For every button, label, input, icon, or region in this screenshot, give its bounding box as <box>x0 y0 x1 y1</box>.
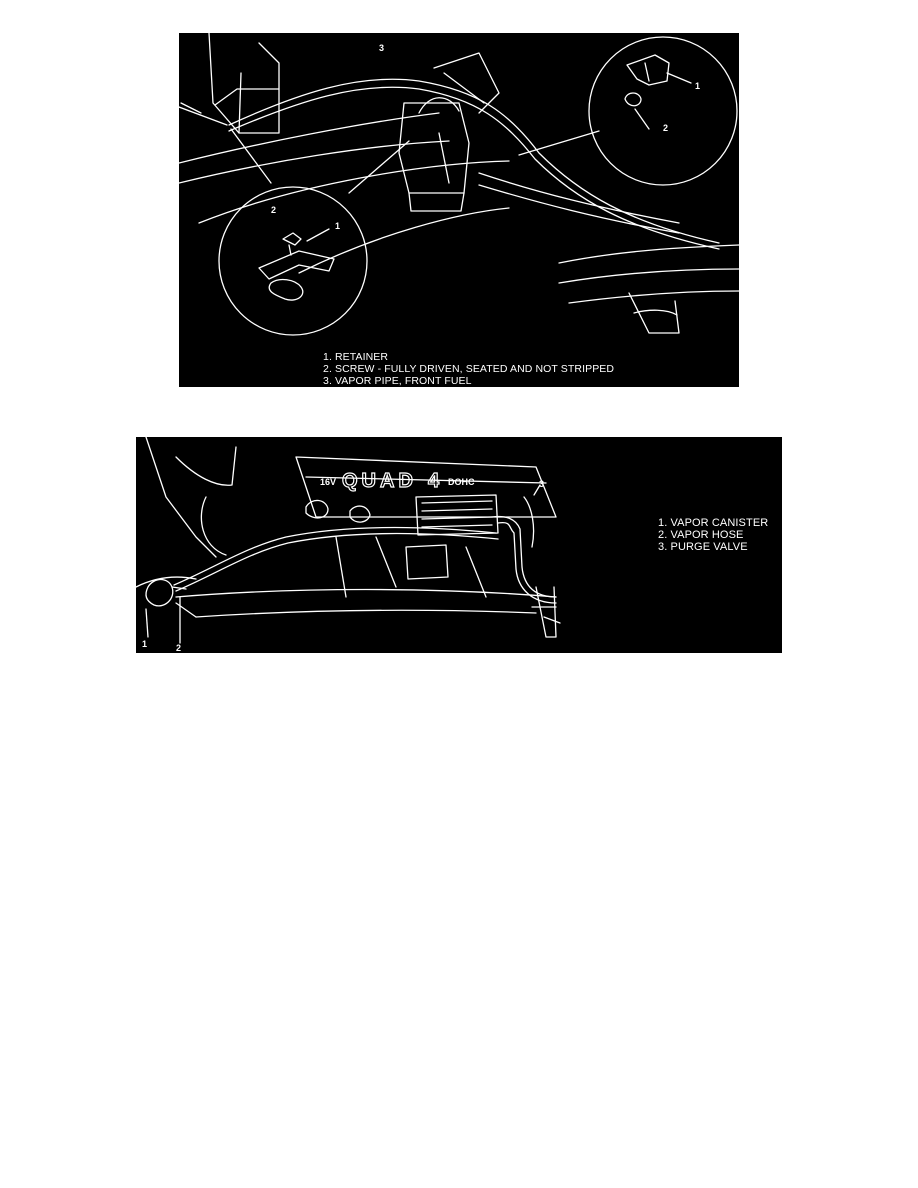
legend-item-vapor-hose: 2. VAPOR HOSE <box>658 529 744 541</box>
callout-vapor-pipe: 3 <box>379 43 385 53</box>
legend-item-purge-valve: 3. PURGE VALVE <box>658 541 748 553</box>
vapor-pipe-retainer-figure <box>179 33 739 387</box>
legend-item-vapor-canister: 1. VAPOR CANISTER <box>658 517 769 529</box>
callout-vapor-canister: 1 <box>142 639 148 649</box>
callout-left-screw: 2 <box>271 205 277 215</box>
callout-right-screw: 2 <box>663 123 669 133</box>
callout-left-retainer: 1 <box>335 221 341 231</box>
engine-badge-valves: 16V <box>320 477 337 487</box>
legend-item-screw: 2. SCREW - FULLY DRIVEN, SEATED AND NOT STRIPPED <box>323 363 615 375</box>
callout-vapor-hose: 2 <box>176 643 182 653</box>
vapor-pipe-illustration <box>179 33 739 387</box>
figure2-legend <box>658 517 768 553</box>
callout-right-retainer: 1 <box>695 81 701 91</box>
engine-badge-name: QUAD <box>342 470 417 492</box>
legend-item-retainer: 1. RETAINER <box>323 351 389 363</box>
figure1-legend <box>323 351 614 387</box>
callout-purge-valve: 3 <box>539 479 545 489</box>
engine-badge-type: DOHC <box>448 477 475 487</box>
engine-badge-number: 4 <box>428 470 440 492</box>
legend-item-vapor-pipe: 3. VAPOR PIPE, FRONT FUEL <box>323 375 472 387</box>
vapor-canister-figure <box>136 437 782 653</box>
